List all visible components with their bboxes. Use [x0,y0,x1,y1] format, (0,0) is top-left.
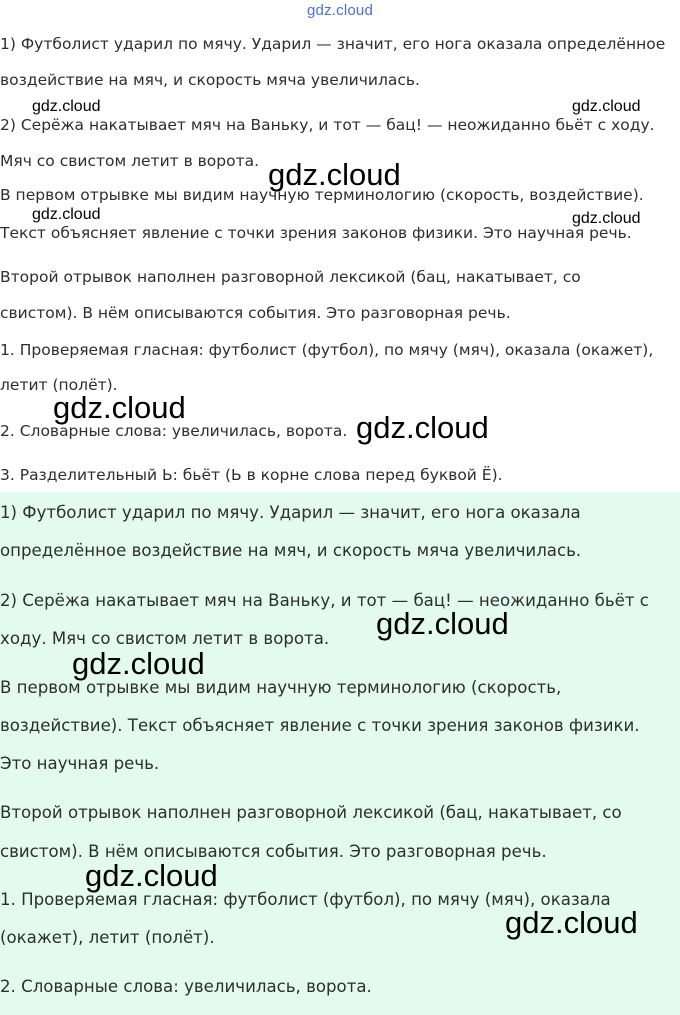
watermark: gdz.cloud [356,410,489,445]
text-line: 2) Серёжа накатывает мяч на Ваньку, и тот — бац! — неожиданно бьёт с ходу. [0,116,655,134]
text-line: свистом). В нём описываются события. Это разговорная речь. [0,304,511,322]
text-line: 1) Футболист ударил по мячу. Ударил — значит, его нога оказала [0,503,581,522]
text-line: Это научная речь. [0,754,160,773]
text-line: определённое воздействие на мяч, и скорость мяча увеличилась. [0,541,582,560]
watermark: gdz.cloud [72,646,205,681]
text-line: (окажет), летит (полёт). [0,928,215,947]
text-line: Второй отрывок наполнен разговорной лексикой (бац, накатывает, со [0,268,581,286]
text-line: Текст объясняет явление с точки зрения законов физики. Это научная речь. [0,224,632,242]
text-line: воздействие на мяч, и скорость мяча увеличилась. [0,71,420,89]
text-line: Второй отрывок наполнен разговорной лексикой (бац, накатывает, со [0,803,622,822]
text-line: Мяч со свистом летит в ворота. [0,152,260,170]
text-line: 2. Словарные слова: увеличилась, ворота. [0,977,372,996]
text-line: свистом). В нём описываются события. Это разговорная речь. [0,842,547,861]
watermark: gdz.cloud [32,98,101,115]
watermark: gdz.cloud [268,157,401,192]
text-line: летит (полёт). [0,376,118,394]
text-line: 1. Проверяемая гласная: футболист (футбол), по мячу (мяч), оказала [0,890,611,909]
text-line: В первом отрывке мы видим научную терминологию (скорость, [0,678,562,697]
watermark: gdz.cloud [32,206,101,223]
text-line: воздействие). Текст объясняет явление с точки зрения законов физики. [0,716,640,735]
watermark: gdz.cloud [53,390,186,425]
header-watermark: gdz.cloud [306,2,373,19]
watermark: gdz.cloud [376,606,509,641]
text-line: 1. Проверяемая гласная: футболист (футбол), по мячу (мяч), оказала (окажет), [0,341,654,359]
watermark: gdz.cloud [572,98,641,115]
watermark: gdz.cloud [572,210,641,227]
text-line: В первом отрывке мы видим научную терминологию (скорость, воздействие). [0,186,644,204]
text-line: ходу. Мяч со свистом летит в ворота. [0,629,330,648]
watermark: gdz.cloud [85,858,218,893]
text-line: 3. Разделительный Ь: бьёт (Ь в корне слова перед буквой Ё). [0,466,503,484]
text-line: 1) Футболист ударил по мячу. Ударил — значит, его нога оказала определённое [0,35,666,53]
text-line: 2. Словарные слова: увеличилась, ворота. [0,422,348,440]
watermark: gdz.cloud [505,905,638,940]
text-line: 2) Серёжа накатывает мяч на Ваньку, и тот — бац! — неожиданно бьёт с [0,591,649,610]
